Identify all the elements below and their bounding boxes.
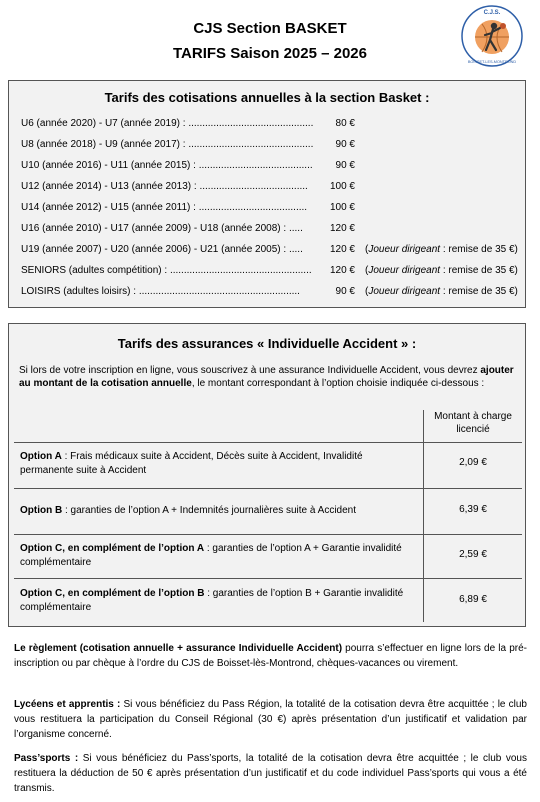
tarif-price: 100 € [329, 202, 355, 213]
tarif-label: SENIORS (adultes compétition) : ................................................... [21, 265, 312, 276]
tarif-row [21, 265, 518, 276]
page-title: CJS Section BASKET [193, 20, 347, 37]
page-subtitle: TARIFS Saison 2025 – 2026 [173, 45, 367, 62]
page-header [0, 0, 540, 80]
tarif-price: 120 € [329, 223, 355, 234]
tarif-row [21, 181, 355, 192]
tarif-price: 120 € [329, 265, 355, 276]
option-description: Option C, en complément de l’option A : garanties de l’option A + Garantie invalidité complémentaire [20, 543, 402, 568]
tarif-note: (Joueur dirigeant : remise de 35 €) [365, 265, 518, 276]
tarif-label: U10 (année 2016) - U11 (année 2015) : ......................................... [21, 160, 313, 171]
tarif-price: 90 € [335, 160, 355, 171]
tarif-note: (Joueur dirigeant : remise de 35 €) [365, 244, 518, 255]
logo-text-top: C.J.S. [483, 10, 501, 16]
option-price: 2,09 € [459, 457, 487, 468]
option-price: 2,59 € [459, 549, 487, 560]
info-paragraph: Pass’sports : Si vous bénéficiez du Pass’sports, la totalité de la cotisation devra être acquittée ; le club vous restituera la déduction de 50 € après présentation d’un justificatif et du code individuel Pass’sports qui vous a été transmis. [14, 753, 527, 794]
assurances-title: Tarifs des assurances « Individuelle Accident » : [117, 336, 417, 351]
tarif-label: U14 (année 2012) - U15 (année 2011) : ....................................... [21, 202, 308, 213]
cotisations-section [8, 80, 526, 308]
tarif-row [21, 244, 518, 255]
tarif-price: 90 € [335, 139, 355, 150]
option-description: Option B : garanties de l’option A + Indemnités journalières suite à Accident [20, 505, 357, 516]
assurances-section [8, 323, 526, 627]
tarif-label: U6 (année 2020) - U7 (année 2019) : ............................................. [21, 118, 314, 129]
info-paragraph: Lycéens et apprentis : Si vous bénéficiez du Pass Région, la totalité de la cotisation devra être acquittée ; le club vous restituera la participation du Conseil Régional (30 €) après présentation d’un justificatif et validation par l’organisme concerné. [14, 699, 527, 740]
tarif-row [21, 286, 518, 297]
tarif-row [21, 118, 355, 129]
cotisations-title: Tarifs des cotisations annuelles à la section Basket : [104, 90, 430, 105]
option-price: 6,89 € [459, 594, 487, 605]
tarif-price: 100 € [329, 181, 355, 192]
club-logo [460, 4, 524, 68]
assurances-intro: Si lors de votre inscription en ligne, vous souscrivez à une assurance Individuelle Accident, vous devrez ajouter au montant de la cotisation annuelle, le montant correspondant à l’option choisie indiquée ci-dessous : [19, 365, 514, 389]
tarif-label: U19 (année 2007) - U20 (année 2006) - U21 (année 2005) : ..... [21, 244, 303, 255]
tarif-label: LOISIRS (adultes loisirs) : .......................................................... [21, 286, 300, 297]
option-description: Option C, en complément de l’option B : garanties de l’option B + Garantie invalidité complémentaire [20, 588, 404, 613]
tarif-row [21, 160, 355, 171]
tarif-label: U12 (année 2014) - U13 (année 2013) : ....................................... [21, 181, 308, 192]
tarif-row [21, 139, 355, 150]
tarif-price: 120 € [329, 244, 355, 255]
logo-text-bottom: BOISSET-LES-MONTROND [467, 60, 517, 64]
tarif-price: 90 € [335, 286, 355, 297]
option-price: 6,39 € [459, 504, 487, 515]
tarif-note: (Joueur dirigeant : remise de 35 €) [365, 286, 518, 297]
tarif-price: 80 € [335, 118, 355, 129]
column-header: Montant à charge licencié [434, 411, 512, 435]
tarif-label: U16 (année 2010) - U17 (année 2009) - U18 (année 2008) : ..... [21, 223, 303, 234]
tarif-label: U8 (année 2018) - U9 (année 2017) : ............................................. [21, 139, 314, 150]
tarif-row [21, 223, 355, 234]
info-paragraph: Le règlement (cotisation annuelle + assurance Individuelle Accident) pourra s’effectuer en ligne lors de la pré-inscription ou par chèque à l’ordre du CJS de Boisset-lès-Montrond, chèques-vacances ou virement. [14, 643, 527, 669]
option-description: Option A : Frais médicaux suite à Accident, Décès suite à Accident, Invalidité permanente suite à Accident [20, 451, 363, 476]
tarif-row [21, 202, 355, 213]
